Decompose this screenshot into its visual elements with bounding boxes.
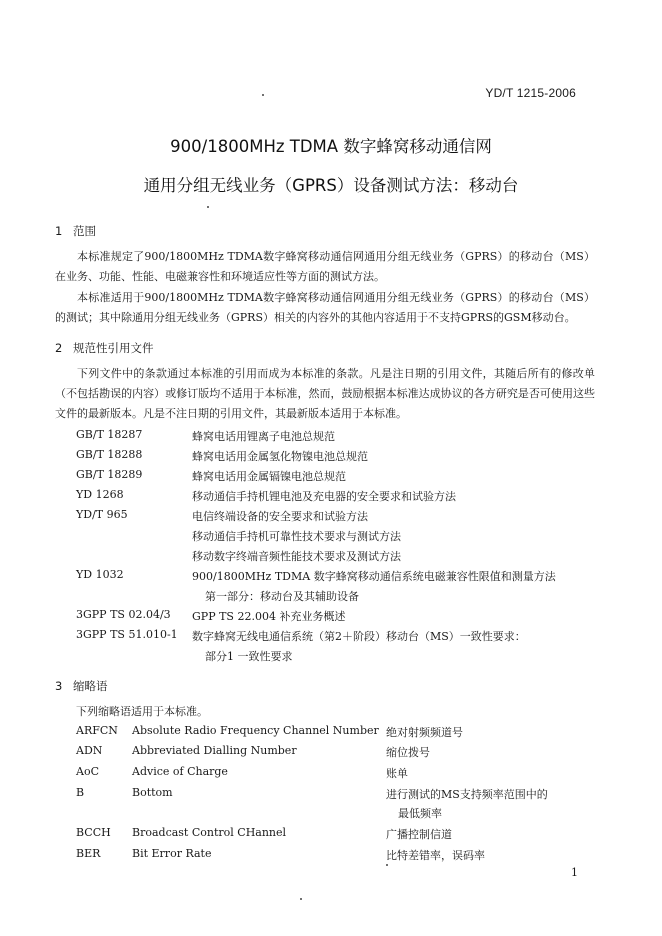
ref-title: 第一部分：移动台及其辅助设备 [205, 590, 359, 603]
ref-title: 移动通信手持机可靠性技术要求与测试方法 [192, 530, 401, 543]
abbr-chinese: 进行测试的MS支持频率范围中的 [386, 788, 548, 801]
title-line-1: 900/1800MHz TDMA 数字蜂窝移动通信网 [170, 137, 492, 156]
ref-code: YD 1032 [76, 568, 124, 581]
abbr-english: Broadcast Control CHannel [132, 826, 287, 839]
abbr-english: Bottom [132, 786, 173, 799]
ref-code: GB/T 18289 [76, 468, 143, 481]
abbr-term: ADN [76, 744, 103, 757]
abbr-chinese: 比特差错率，误码率 [386, 849, 485, 862]
ref-title: 蜂窝电话用金属氢化物镍电池总规范 [192, 450, 368, 463]
ref-code: YD 1268 [76, 488, 124, 501]
scan-speck [386, 864, 388, 866]
standard-code: YD/T 1215-2006 [485, 86, 576, 100]
section-1-paragraph-1: 本标准规定了900/1800MHz TDMA数字蜂窝移动通信网通用分组无线业务（GPRS）的移动台（MS）在业务、功能、性能、电磁兼容性和环境适应性等方面的测试方法。 [55, 250, 595, 283]
abbr-english: Bit Error Rate [132, 847, 212, 860]
abbr-chinese: 绝对射频频道号 [386, 726, 463, 739]
ref-title: 蜂窝电话用金属镉镍电池总规范 [192, 470, 346, 483]
section-1-heading: 1 范围 [55, 224, 96, 238]
ref-code: GB/T 18288 [76, 448, 143, 461]
title-line-2: 通用分组无线业务（GPRS）设备测试方法：移动台 [143, 176, 519, 195]
abbr-term: AoC [76, 765, 99, 778]
abbr-term: BER [76, 847, 101, 860]
abbr-english: Advice of Charge [132, 765, 228, 778]
abbr-english: Abbreviated Dialling Number [132, 744, 297, 757]
ref-title: GPP TS 22.004 补充业务概述 [192, 610, 346, 623]
abbr-term: B [76, 786, 85, 799]
scan-speck [207, 206, 209, 208]
section-3-heading: 3 缩略语 [55, 679, 108, 693]
abbr-term: ARFCN [76, 724, 118, 737]
section-3-intro: 下列缩略语适用于本标准。 [76, 705, 208, 718]
ref-code: YD/T 965 [76, 508, 128, 521]
scan-speck [300, 898, 302, 900]
ref-title: 移动通信手持机锂电池及充电器的安全要求和试验方法 [192, 490, 456, 503]
section-2-heading: 2 规范性引用文件 [55, 341, 154, 355]
ref-title: 电信终端设备的安全要求和试验方法 [192, 510, 368, 523]
page-number: 1 [571, 866, 578, 879]
ref-title: 900/1800MHz TDMA 数字蜂窝移动通信系统电磁兼容性限值和测量方法 [192, 570, 556, 583]
ref-code: GB/T 18287 [76, 428, 143, 441]
abbr-english: Absolute Radio Frequency Channel Number [132, 724, 379, 737]
abbr-chinese: 账单 [386, 767, 408, 780]
ref-code: 3GPP TS 51.010-1 [76, 628, 178, 641]
ref-code: 3GPP TS 02.04/3 [76, 608, 171, 621]
ref-title: 部分1 一致性要求 [205, 650, 293, 663]
ref-title: 蜂窝电话用锂离子电池总规范 [192, 430, 335, 443]
ref-title: 数字蜂窝无线电通信系统（第2＋阶段）移动台（MS）一致性要求： [192, 630, 526, 643]
abbr-chinese-continued: 最低频率 [398, 807, 442, 820]
section-1-paragraph-2: 本标准适用于900/1800MHz TDMA数字蜂窝移动通信网通用分组无线业务（GPRS）的移动台（MS）的测试；其中除通用分组无线业务（GPRS）相关的内容外的其他内容适用于不支持GPRS的GSM移动台。 [55, 291, 595, 324]
section-2-intro: 下列文件中的条款通过本标准的引用而成为本标准的条款。凡是注日期的引用文件，其随后所有的修改单（不包括勘误的内容）或修订版均不适用于本标准，然而，鼓励根据本标准达成协议的各方研究是否可使用这些文件的最新版本。凡是不注日期的引用文件，其最新版本适用于本标准。 [55, 367, 595, 420]
ref-title: 移动数字终端音频性能技术要求及测试方法 [192, 550, 401, 563]
abbr-chinese: 广播控制信道 [386, 828, 452, 841]
abbr-chinese: 缩位拨号 [386, 746, 430, 759]
scan-speck [262, 94, 264, 96]
abbr-term: BCCH [76, 826, 111, 839]
